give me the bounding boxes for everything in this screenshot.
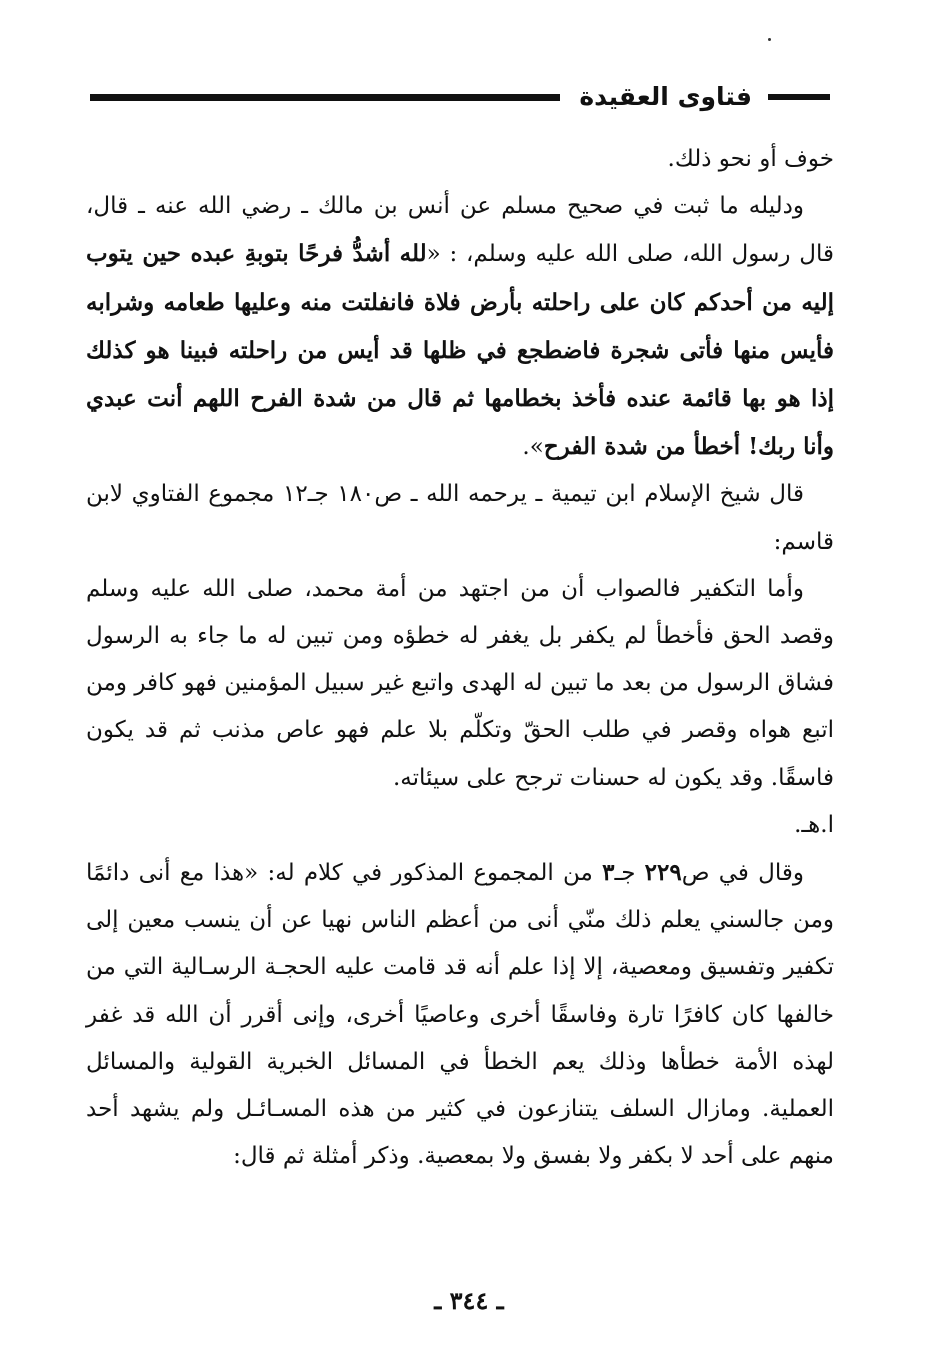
quote-vol-ref: ٣ bbox=[602, 859, 615, 887]
header-rule-short bbox=[768, 94, 830, 100]
hadith-close: ». bbox=[522, 434, 544, 461]
header-rule-long bbox=[90, 94, 560, 101]
paragraph-takfir: وأما التكفير فالصواب أن من اجتهد من أمة محمد، صلى الله عليه وسلم وقصد الحق فأخطأ لم يكفر بل يغفر له خطؤه ومن تبين له ما جاء به الرسول فشاق الرسول من بعد ما تبين له الهدى واتبع غير سبيل المؤمنين فهو كافر ومن اتبع هواه وقصر في طلب الحقّ وتكلّم بلا علم فهو عاص مذنب ثم قد يكون فاسقًا. وقد يكون له حسنات ترجح على سيئاته. bbox=[86, 575, 834, 791]
header-title: فتاوى العقيدة bbox=[579, 82, 752, 111]
paragraph-end-marker: ا.هـ. bbox=[794, 811, 834, 838]
hadith-text: لله أشدُّ فرحًا بتوبةِ عبده حين يتوب إليه من أحدكم كان على راحلته بأرض فلاة فانفلتت منه وعليها طعامه وشرابه فأيس منها فأتى شجرة فاضطجع في ظلها قد أيس من راحلته فبينا هو كذلك إذا هو بها قائمة عنده فأخذ بخطامها ثم قال من شدة الفرح اللهم أنت عبدي وأنا ربك! أخطأ من شدة الفرح bbox=[86, 240, 834, 461]
page-speck bbox=[768, 38, 771, 41]
paragraph-hadith bbox=[86, 183, 834, 471]
quote-page-ref: ٢٢٩ bbox=[644, 859, 682, 887]
running-header bbox=[90, 78, 830, 118]
hadith-intro: ودليله ما ثبت في صحيح مسلم عن أنس بن مالك ـ رضي الله عنه ـ قال، قال رسول الله، صلى الله عليه وسلم، : « bbox=[86, 193, 834, 268]
quote-lead: وقال في ص bbox=[681, 860, 804, 887]
quote-vol-label: جـ bbox=[614, 860, 645, 887]
quote-text: من المجموع المذكور في كلام له: «هذا مع أنى دائمًا ومن جالسني يعلم ذلك منّي أنى من أعظم الناس نهيا عن أن ينسب معين إلى تكفير وتفسيق ومعصية، إلا إذا علم أنه قد قامت عليه الحجـة الرسـالية التي من خالفها كان كافرًا تارة وفاسقًا أخرى وعاصيًا أخرى، وإنى أقرر أن الله قد غفر لهذه الأمة خطأها وذلك يعم الخطأ في المسائل الخبرية القولية والمسائل العملية. ومازال السلف يتنازعون في كثير من هذه المسـائـل ولم يشهد أحد منهم على أحد لا بكفر ولا بفسق ولا بمعصية. وذكر أمثلة ثم قال: bbox=[86, 860, 834, 1170]
body-text bbox=[86, 136, 834, 1180]
paragraph-quote bbox=[86, 849, 834, 1180]
page-number: ـ ٣٤٤ ـ bbox=[434, 1286, 504, 1315]
paragraph-continuation: خوف أو نحو ذلك. bbox=[667, 146, 834, 172]
paragraph-citation: قال شيخ الإسلام ابن تيمية ـ يرحمه الله ـ ص١٨٠ جـ١٢ مجموع الفتاوي لابن قاسم: bbox=[86, 481, 834, 555]
